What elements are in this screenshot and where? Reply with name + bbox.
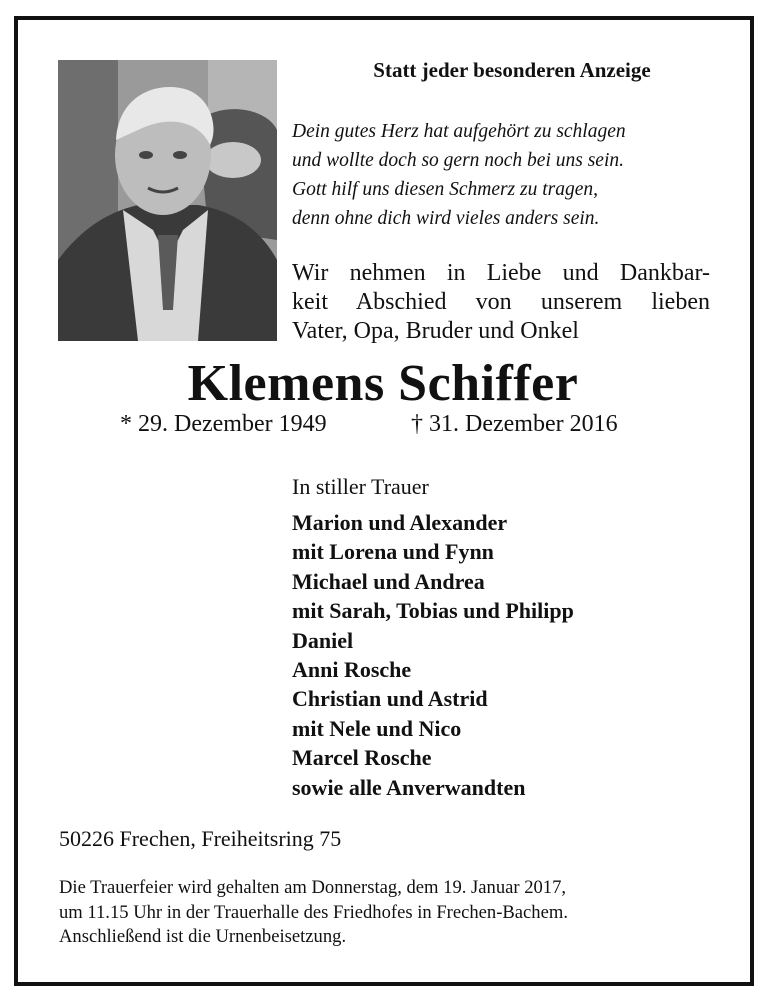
mourner-line: mit Nele und Nico [292, 715, 462, 741]
service-line: Die Trauerfeier wird gehalten am Donnerstag, dem 19. Januar 2017, [59, 877, 567, 898]
poem-line: Dein gutes Herz hat aufgehört zu schlagen [292, 121, 626, 142]
headline: Statt jeder besonderen Anzeige [373, 58, 651, 82]
mourner-line: Marion und Alexander [292, 510, 508, 535]
poem-line: denn ohne dich wird vieles anders sein. [292, 208, 600, 229]
mourner-line: Christian und Astrid [292, 686, 488, 712]
service-line: um 11.15 Uhr in der Trauerhalle des Friedhofes in Frechen-Bachem. [59, 901, 568, 923]
service-info [59, 876, 568, 950]
mourner-line: mit Sarah, Tobias und Philipp [292, 598, 574, 624]
address: 50226 Frechen, Freiheitsring 75 [59, 826, 342, 851]
service-line: Anschließend ist die Urnenbeisetzung. [59, 926, 347, 947]
mourner-line: Michael und Andrea [292, 568, 485, 594]
mourners-list [292, 508, 574, 802]
poem-line: Gott hilf uns diesen Schmerz zu tragen, [292, 179, 599, 200]
mourner-line: Marcel Rosche [292, 745, 432, 771]
farewell-text [292, 259, 710, 346]
deceased-name: Klemens Schiffer [187, 355, 579, 412]
farewell-line: Vater, Opa, Bruder und Onkel [292, 318, 579, 344]
birth-date: * 29. Dezember 1949 [120, 411, 327, 437]
mourner-line: Daniel [292, 627, 354, 653]
mourner-line: Anni Rosche [292, 657, 412, 683]
poem-line: und wollte doch so gern noch bei uns sein. [292, 150, 625, 171]
farewell-line: Wir nehmen in Liebe und Dankbar- [292, 260, 710, 286]
mourner-line: sowie alle Anverwandten [292, 774, 526, 800]
death-date: † 31. Dezember 2016 [411, 411, 618, 437]
portrait-photo [58, 60, 277, 341]
mourner-line: mit Lorena und Fynn [292, 539, 494, 565]
poem [292, 117, 742, 233]
farewell-line: keit Abschied von unserem lieben [292, 289, 710, 315]
mourning-label: In stiller Trauer [292, 474, 429, 499]
